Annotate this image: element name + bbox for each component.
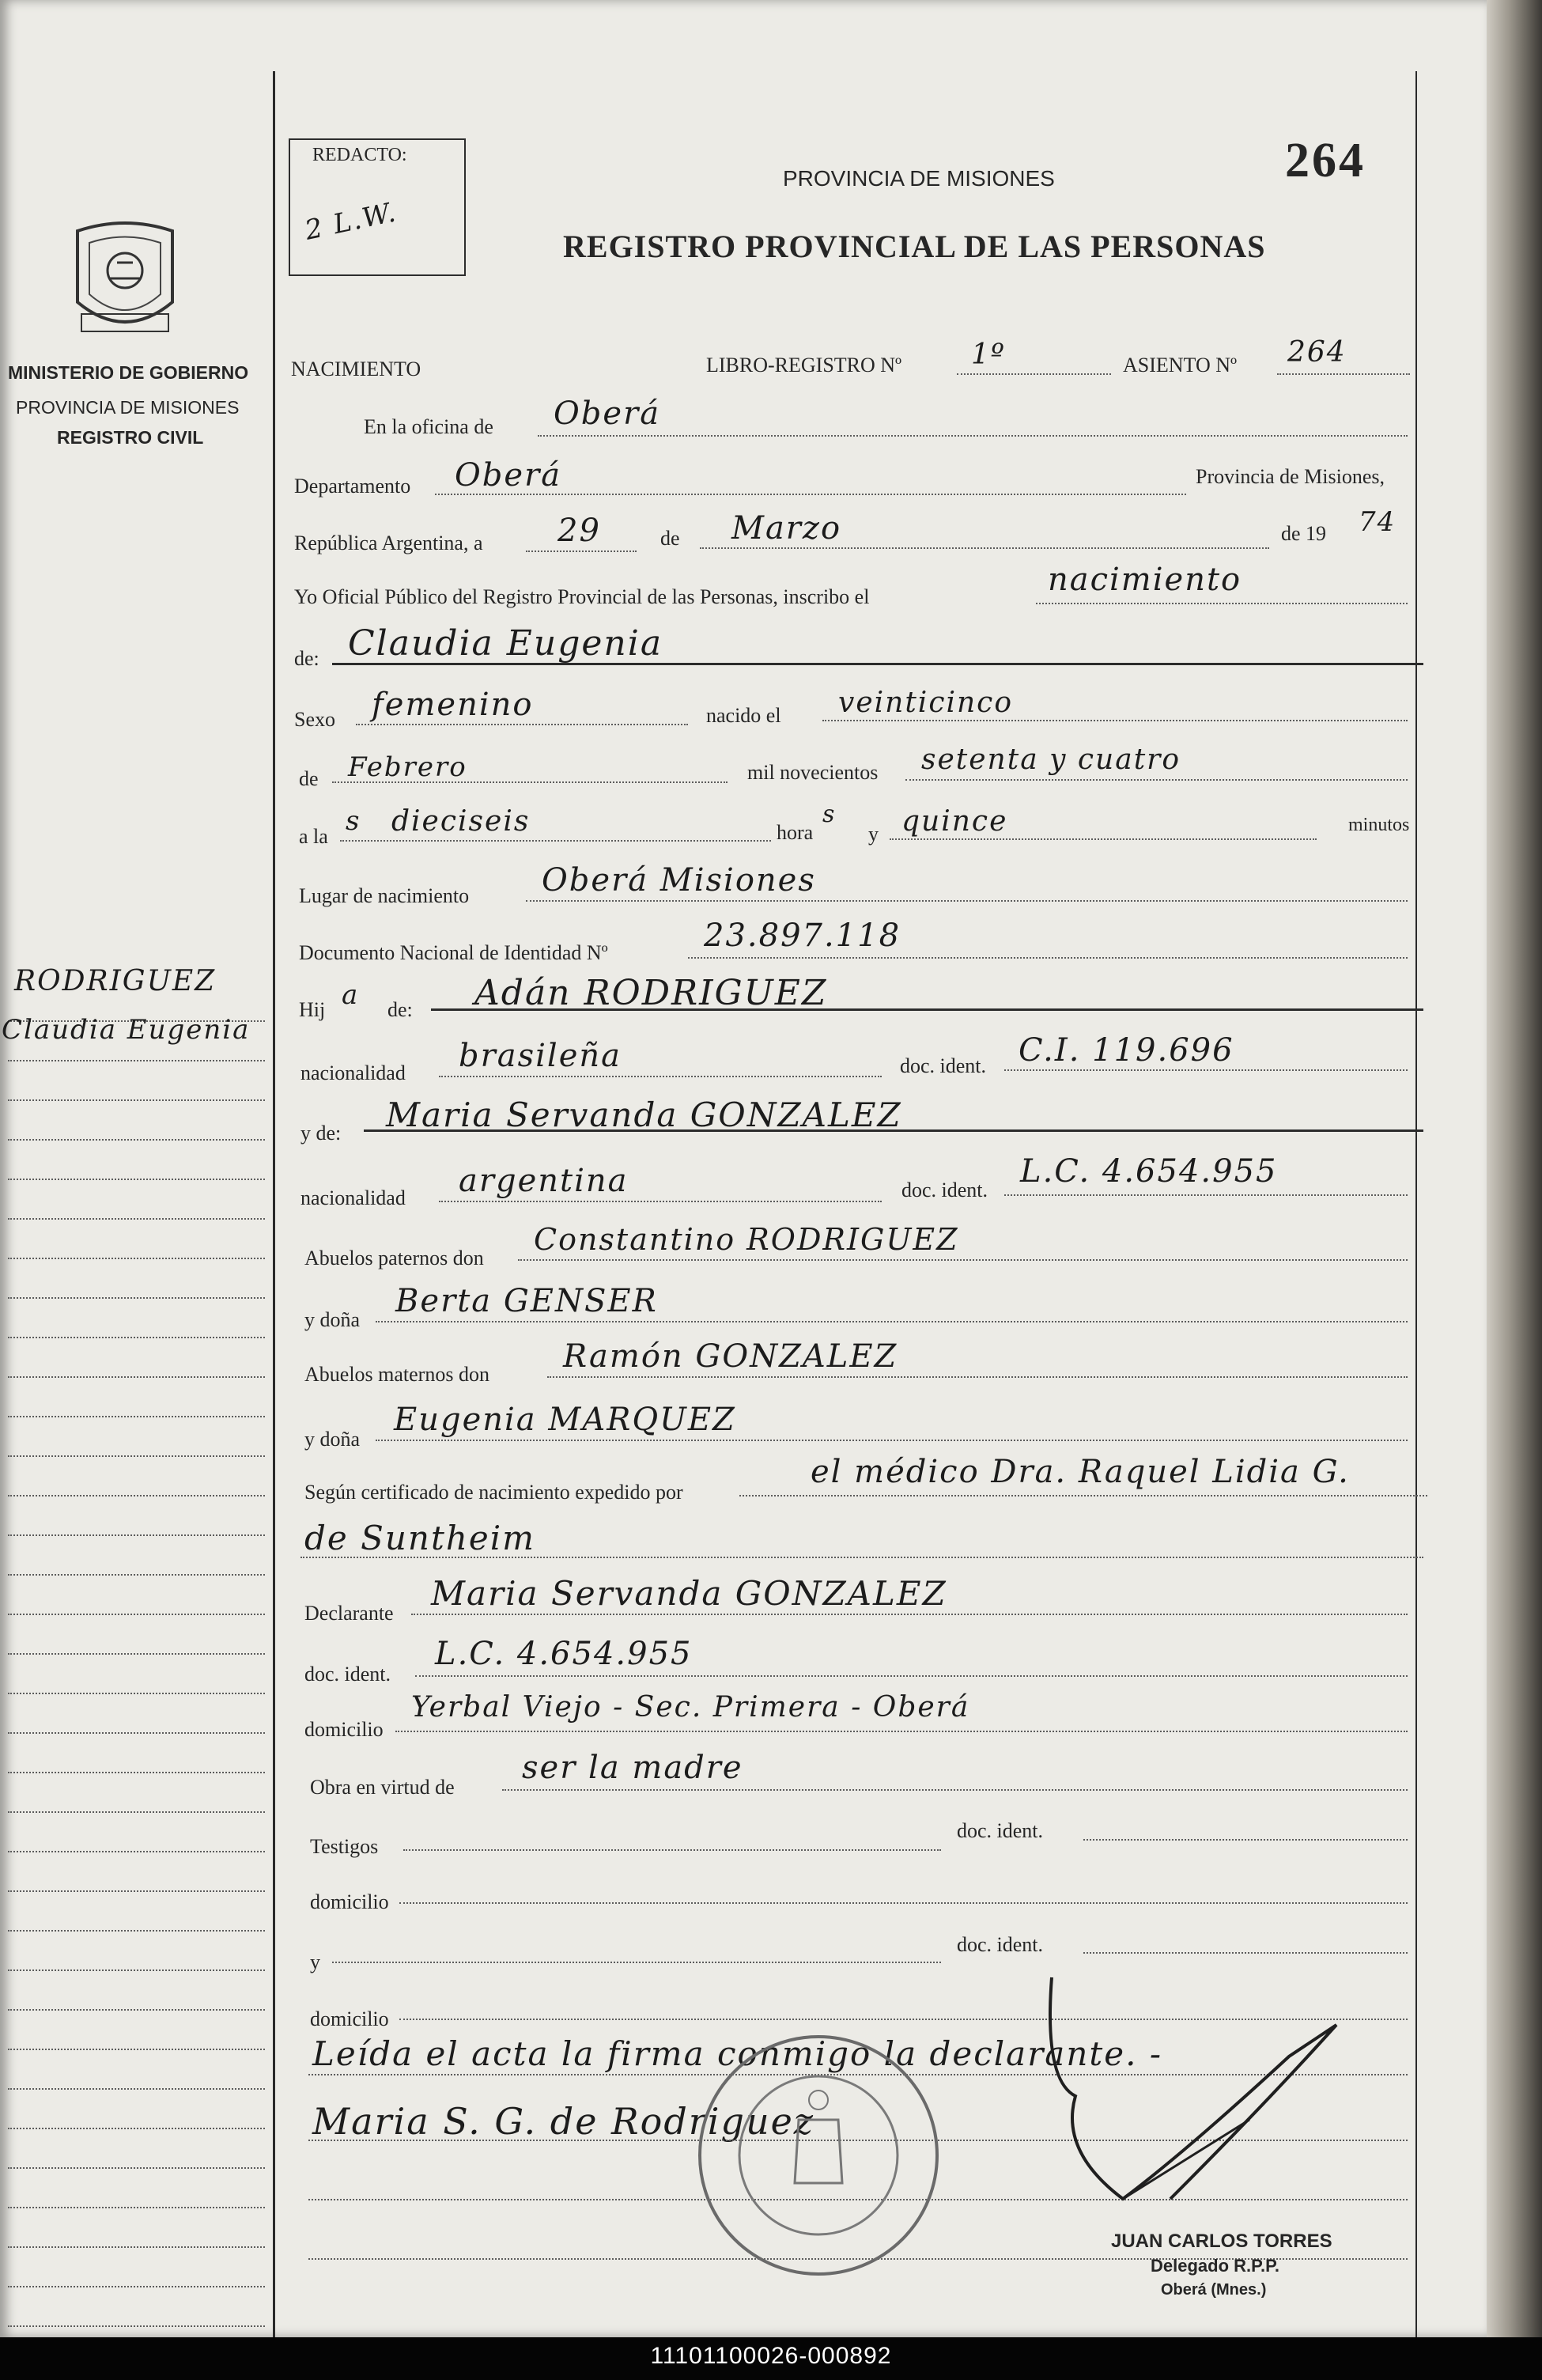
domicilio-t1-label: domicilio — [310, 1890, 389, 1913]
dona2-label: y doña — [304, 1428, 361, 1451]
margin-rule-line — [8, 2088, 265, 2090]
dia-value: 29 — [557, 513, 601, 549]
ministry-province: PROVINCIA DE MISIONES — [16, 397, 240, 418]
dni-label: Documento Nacional de Identidad Nº — [299, 941, 608, 964]
inscribo-value: nacimiento — [1048, 562, 1242, 598]
de-nombre-label: de: — [294, 647, 319, 670]
asiento-value: 264 — [1287, 336, 1347, 369]
official-title: Delegado R.P.P. — [1151, 2256, 1280, 2276]
margin-rule-line — [8, 1099, 265, 1101]
margin-note-surname: RODRIGUEZ — [14, 965, 217, 997]
anio-value: 74 — [1359, 506, 1396, 538]
doc1-label: doc. ident. — [900, 1054, 987, 1077]
doc2-label: doc. ident. — [901, 1179, 988, 1201]
declarant-signature: Maria S. G. de Rodriguez — [312, 2100, 815, 2143]
hora-value: dieciseis — [391, 805, 531, 838]
official-name: JUAN CARLOS TORRES — [1111, 2231, 1332, 2252]
nac2-label: nacionalidad — [300, 1186, 406, 1209]
nombre-value: Claudia Eugenia — [348, 623, 663, 664]
nac2-value: argentina — [459, 1163, 629, 1199]
abuelos-mat-label: Abuelos maternos don — [304, 1363, 489, 1386]
margin-note-given-names: Claudia Eugenia — [2, 1014, 251, 1046]
lectura-text: Leída el acta la firma conmigo la declarante. - — [312, 2034, 1163, 2073]
redacto-label: REDACTO: — [312, 145, 407, 165]
provincia-label: Provincia de Misiones, — [1196, 465, 1385, 488]
margin-rule-line — [8, 2325, 265, 2327]
margin-rule-line — [8, 1693, 265, 1694]
margin-rule-line — [8, 1297, 265, 1299]
minutos-value: quince — [901, 805, 1008, 838]
doc-decl-value: L.C. 4.654.955 — [435, 1636, 693, 1672]
margin-rule-line — [8, 1772, 265, 1773]
y-label: y — [868, 823, 879, 846]
abuelo-mat-value: Ramón GONZALEZ — [563, 1338, 898, 1375]
ministry-title: MINISTERIO DE GOBIERNO — [8, 362, 249, 383]
libro-label: LIBRO-REGISTRO Nº — [706, 354, 902, 376]
margin-rule-line — [8, 1495, 265, 1496]
margin-rule-line — [8, 1574, 265, 1576]
margin-rule-line — [8, 1179, 265, 1180]
dni-value: 23.897.118 — [704, 918, 901, 954]
doc1-value: C.I. 119.696 — [1019, 1032, 1234, 1069]
republica-label: República Argentina, a — [294, 532, 483, 554]
nac1-label: nacionalidad — [300, 1061, 406, 1084]
departamento-value: Oberá — [455, 457, 562, 494]
page-number: 264 — [1285, 134, 1366, 187]
margin-rule-line — [8, 1416, 265, 1417]
margin-rule-line — [8, 1653, 265, 1655]
declarante-value: Maria Servanda GONZALEZ — [431, 1574, 947, 1613]
margin-rule-line — [8, 1930, 265, 1932]
margin-rule-line — [8, 1811, 265, 1813]
margin-rule-line — [8, 1218, 265, 1220]
horas-label: hora — [777, 821, 814, 844]
margin-rule — [273, 71, 275, 2337]
margin-rule-line — [8, 2246, 265, 2248]
margin-rule-line — [8, 2128, 265, 2129]
right-rule — [1415, 71, 1417, 2337]
margin-rule-line — [8, 1258, 265, 1259]
ministry-registry: REGISTRO CIVIL — [57, 427, 204, 448]
testigos-label: Testigos — [310, 1835, 379, 1858]
oficina-value: Oberá — [554, 395, 661, 432]
ala-label: a la — [299, 825, 328, 848]
book-page-edges — [1487, 0, 1542, 2337]
registry-round-seal-icon — [688, 2025, 949, 2286]
margin-rule-line — [8, 1614, 265, 1615]
yde-label: y de: — [300, 1122, 342, 1145]
margin-rule-line — [8, 1732, 265, 1734]
margin-rule-line — [8, 1060, 265, 1061]
domicilio-t2-label: domicilio — [310, 2007, 389, 2030]
abuela-mat-value: Eugenia MARQUEZ — [394, 1402, 736, 1438]
margin-rule-line — [8, 1969, 265, 1971]
anio-label: de 19 — [1281, 522, 1327, 545]
nac1-value: brasileña — [459, 1038, 622, 1074]
departamento-label: Departamento — [294, 475, 411, 498]
oficial-label: Yo Oficial Público del Registro Provincial de las Personas, inscribo el — [294, 585, 870, 608]
obra-label: Obra en virtud de — [310, 1776, 455, 1799]
doc-test1-label: doc. ident. — [957, 1819, 1044, 1842]
certificado-value: el médico Dra. Raquel Lidia G. — [811, 1454, 1350, 1490]
abuelo-pat-value: Constantino RODRIGUEZ — [534, 1222, 959, 1257]
minutos-label: minutos — [1348, 815, 1410, 835]
hijo-label: Hij — [299, 998, 326, 1021]
margin-rule-line — [8, 1455, 265, 1457]
oficina-label: En la oficina de — [364, 415, 493, 438]
de-label: de — [660, 527, 680, 550]
document-id: 11101100026-000892 — [650, 2343, 892, 2369]
obra-value: ser la madre — [522, 1750, 743, 1786]
abuelos-pat-label: Abuelos paternos don — [304, 1247, 484, 1269]
margin-rule-line — [8, 1890, 265, 1892]
margin-rule-line — [8, 1376, 265, 1378]
margin-rule-line — [8, 2167, 265, 2169]
redacto-value: 2 L.W. — [302, 196, 400, 247]
mes-value: Marzo — [731, 510, 842, 547]
mil-label: mil novecientos — [747, 761, 879, 784]
province-title: PROVINCIA DE MISIONES — [783, 166, 1055, 191]
margin-rule-line — [8, 2009, 265, 2011]
lugar-value: Oberá Misiones — [542, 862, 816, 899]
margin-rule-line — [8, 2049, 265, 2050]
certificado-label: Según certificado de nacimiento expedido por — [304, 1481, 683, 1504]
ala-suffix: s — [346, 805, 361, 837]
official-place: Oberá (Mnes.) — [1161, 2281, 1267, 2299]
libro-value: 1º — [971, 339, 1006, 371]
doc-test2-label: doc. ident. — [957, 1933, 1044, 1956]
margin-rule-line — [8, 1534, 265, 1536]
dona1-label: y doña — [304, 1308, 361, 1331]
doc-decl-label: doc. ident. — [304, 1663, 391, 1686]
lugar-label: Lugar de nacimiento — [299, 884, 470, 907]
madre-value: Maria Servanda GONZALEZ — [386, 1095, 902, 1134]
mes-nac-value: Febrero — [348, 751, 467, 783]
margin-rule-line — [8, 2286, 265, 2287]
margin-rule-line — [8, 1337, 265, 1338]
abuela-pat-value: Berta GENSER — [395, 1283, 658, 1319]
margin-rule-line — [8, 1139, 265, 1141]
official-signature-icon — [1028, 1962, 1376, 2246]
anio-nac-value: setenta y cuatro — [921, 744, 1181, 776]
margin-rule-line — [8, 2207, 265, 2208]
sexo-label: Sexo — [294, 708, 335, 731]
domicilio-value: Yerbal Viejo - Sec. Primera - Oberá — [411, 1691, 970, 1724]
y-test-label: y — [310, 1951, 320, 1973]
hijo-suffix: a — [342, 979, 360, 1011]
nacido-label: nacido el — [706, 704, 781, 727]
nacido-value: veinticinco — [838, 687, 1014, 719]
horas-suffix: s — [822, 800, 837, 828]
doc2-value: L.C. 4.654.955 — [1020, 1153, 1278, 1190]
certificado-value-2: de Suntheim — [304, 1519, 536, 1557]
act-type: NACIMIENTO — [291, 358, 421, 380]
margin-rule-line — [8, 1851, 265, 1852]
declarante-label: Declarante — [304, 1602, 394, 1625]
domicilio-label: domicilio — [304, 1718, 384, 1741]
sexo-value: femenino — [372, 687, 534, 723]
asiento-label: ASIENTO Nº — [1123, 354, 1238, 376]
provincial-emblem-icon — [62, 215, 188, 350]
de-mes-label: de — [299, 767, 319, 790]
padre-value: Adán RODRIGUEZ — [474, 973, 828, 1013]
hijo-de-label: de: — [387, 998, 413, 1021]
registry-title: REGISTRO PROVINCIAL DE LAS PERSONAS — [563, 229, 1266, 264]
